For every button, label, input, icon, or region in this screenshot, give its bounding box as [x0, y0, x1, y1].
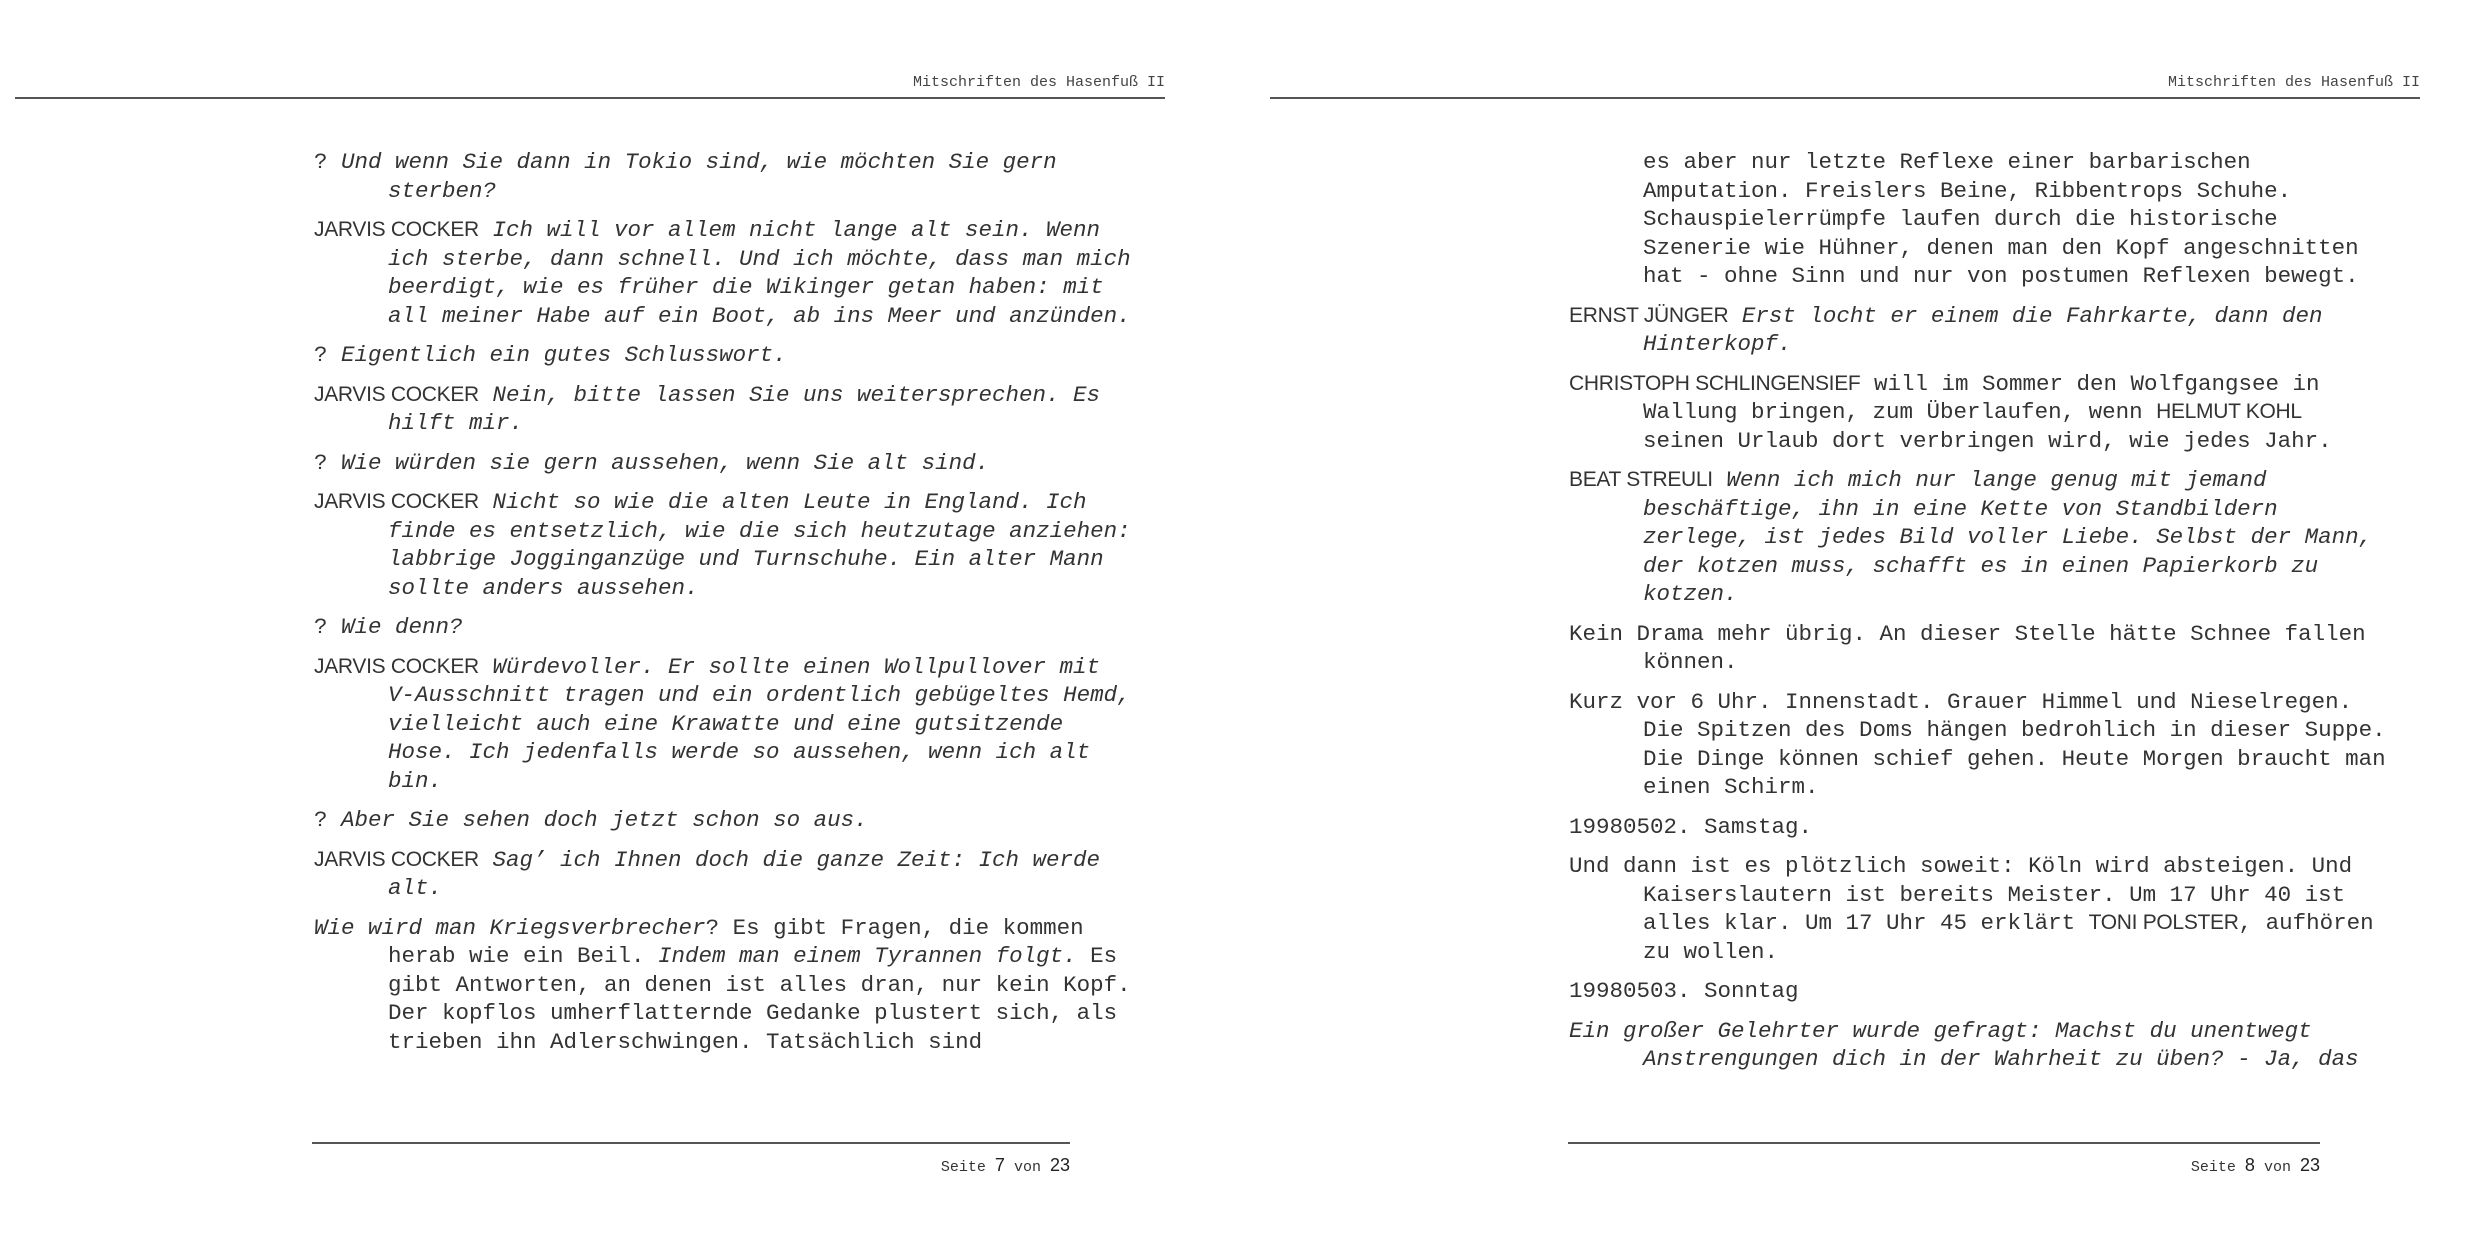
dialogue-text: Erst locht er einem die Fahrkarte, dann den Hinterkopf.: [1643, 302, 2323, 357]
dialogue-text: Wenn ich mich nur lange genug mit jemand beschäftige, ihn in eine Kette von Standbildern zerlege, ist jedes Bild voller Liebe. Selbst der Mann, der kotzen muss, schafft es in einen Papierkorb zu kotzen.: [1643, 467, 2373, 607]
running-header: Mitschriften des Hasenfuß II: [15, 74, 1165, 99]
paragraph: [314, 449, 1134, 478]
question-text: Wie wird man Kriegsverbrecher: [314, 914, 706, 941]
date-line: 19980503. Sonntag: [1569, 978, 1799, 1004]
dialogue-text: Sag’ ich Ihnen doch die ganze Zeit: Ich werde alt.: [388, 846, 1101, 901]
running-header: Mitschriften des Hasenfuß II: [1270, 74, 2420, 99]
speaker: ?: [314, 807, 328, 833]
page-footer: [1568, 1155, 2320, 1176]
paragraph: Ein großer Gelehrter wurde gefragt: Machst du unentwegt Anstrengungen dich in der Wahrheit zu üben? - Ja, das: [1569, 1017, 2359, 1072]
date-line: 19980502. Samstag.: [1569, 813, 1813, 840]
footer-mid: von: [1013, 1159, 1041, 1176]
page-number: 7: [994, 1155, 1005, 1175]
speaker: JARVIS COCKER: [314, 382, 479, 406]
body-text: seinen Urlaub dort verbringen wird, wie jedes Jahr.: [1643, 427, 2332, 454]
paragraph: [314, 846, 1134, 903]
right-page: [1240, 0, 2480, 1240]
paragraph: [1569, 302, 2389, 359]
body-text: will im Sommer den Wolfgangsee in Wallung bringen, zum Überlaufen, wenn: [1643, 370, 2320, 425]
footer-rule: [1568, 1142, 2320, 1144]
speaker: ?: [314, 342, 328, 368]
page-footer: [312, 1155, 1070, 1176]
footer-mid: von: [2263, 1159, 2291, 1176]
speaker: ?: [314, 149, 328, 175]
paragraph: [1569, 370, 2389, 456]
speaker: ?: [314, 449, 328, 476]
footer-prefix: Seite: [2190, 1159, 2236, 1176]
page-number: 8: [2244, 1155, 2255, 1175]
body-text: , aufhören zu wollen.: [1643, 910, 2374, 965]
speaker: CHRISTOPH SCHLINGENSIEF: [1569, 371, 1861, 395]
body-text: ? Es gibt Fragen, die kommen herab wie ein Beil.: [388, 914, 1084, 969]
dialogue-text: Nein, bitte lassen Sie uns weitersprechen. Es hilft mir.: [388, 381, 1101, 436]
footer-rule: [312, 1142, 1070, 1144]
dialogue-text: Eigentlich ein gutes Schlusswort.: [341, 342, 787, 368]
paragraph: [314, 341, 1134, 370]
paragraph: [1569, 466, 2389, 609]
paragraph: [314, 381, 1134, 438]
paragraph: [314, 914, 1134, 1057]
dialogue-text: Wie würden sie gern aussehen, wenn Sie alt sind.: [341, 449, 990, 476]
dialogue-text: Ich will vor allem nicht lange alt sein. Wenn ich sterbe, dann schnell. Und ich möchte, dass man mich beerdigt, wie es früher die Wikinger getan haben: mit all meiner Habe auf ein Boot, ab ins Meer und anzünden.: [388, 217, 1131, 329]
speaker: JARVIS COCKER: [314, 218, 479, 241]
name-caps: TONI POLSTER: [2088, 911, 2239, 934]
speaker: JARVIS COCKER: [314, 847, 479, 871]
dialogue-text: Und wenn Sie dann in Tokio sind, wie möchten Sie gern sterben?: [341, 149, 1057, 204]
paragraph: Kurz vor 6 Uhr. Innenstadt. Grauer Himmel und Nieselregen. Die Spitzen des Doms hängen bedrohlich in dieser Suppe. Die Dinge können schief gehen. Heute Morgen braucht man einen Schirm.: [1569, 688, 2386, 800]
body-text: Und dann ist es plötzlich soweit: Köln wird absteigen. Und Kaiserslautern ist bereits Meister. Um 17 Uhr 40 ist alles klar. Um 17 Uhr 45 erklärt: [1569, 853, 2353, 936]
page-total: 23: [1049, 1155, 1070, 1175]
dialogue-text: Wie denn?: [341, 614, 463, 640]
page-body: [314, 148, 1134, 1067]
dialogue-text: Würdevoller. Er sollte einen Wollpullover mit V-Ausschnitt tragen und ein ordentlich gebügeltes Hemd, vielleicht auch eine Krawatte und eine gutsitzende Hose. Ich jedenfalls werde so aussehen, wenn ich alt bin.: [388, 653, 1131, 794]
speaker: JARVIS COCKER: [314, 654, 479, 678]
speaker: JARVIS COCKER: [314, 490, 479, 513]
footer-prefix: Seite: [940, 1159, 986, 1176]
paragraph: [1569, 852, 2389, 966]
name-caps: HELMUT KOHL: [2156, 400, 2302, 423]
paragraph: Kein Drama mehr übrig. An dieser Stelle hätte Schnee fallen können.: [1569, 620, 2366, 675]
dialogue-text: Nicht so wie die alten Leute in England. Ich finde es entsetzlich, wie die sich heutzutage anziehen: labbrige Jogginganzüge und Turnschuhe. Ein alter Mann sollte anders aussehen.: [388, 489, 1131, 601]
speaker: ?: [314, 614, 328, 640]
body-text: Es gibt Antworten, an denen ist alles dran, nur kein Kopf. Der kopflos umherflatternde Gedanke plustert sich, als trieben ihn Adlerschwingen. Tatsächlich sind: [388, 943, 1131, 1055]
page-total: 23: [2299, 1155, 2320, 1175]
page-body: [1569, 148, 2389, 1085]
dialogue-text: Aber Sie sehen doch jetzt schon so aus.: [341, 807, 868, 833]
paragraph: [314, 653, 1134, 796]
paragraph: [314, 806, 1134, 835]
answer-text: Indem man einem Tyrannen folgt.: [658, 943, 1077, 969]
paragraph: [314, 613, 1134, 642]
paragraph: es aber nur letzte Reflexe einer barbarischen Amputation. Freislers Beine, Ribbentrops Schuhe. Schauspielerrümpfe laufen durch die historische Szenerie wie Hühner, denen man den Kopf angeschnitten hat - ohne Sinn und nur von postumen Reflexen bewegt.: [1643, 149, 2359, 289]
speaker: BEAT STREULI: [1569, 468, 1713, 491]
speaker: ERNST JÜNGER: [1569, 303, 1729, 327]
paragraph: [314, 148, 1134, 205]
paragraph: [314, 488, 1134, 602]
paragraph: [314, 216, 1134, 330]
